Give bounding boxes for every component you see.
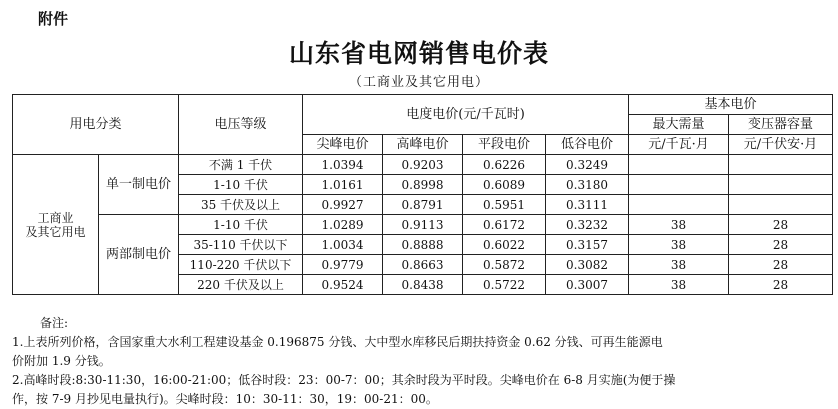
- page-title: 山东省电网销售电价表: [288, 39, 549, 68]
- flat-price-cell: 0.6089: [463, 175, 546, 195]
- note-2-line-1: 2.高峰时段:8:30-11:30，16:00-21:00；低谷时段：23：00-7：00；其余时段为平时段。尖峰电价在 6-8 月实施(为便于操: [12, 373, 676, 387]
- demand-price-cell: 38: [629, 275, 729, 295]
- header-category: 用电分类: [13, 95, 179, 155]
- header-flat: 平段电价: [463, 135, 546, 155]
- demand-price-cell: [629, 175, 729, 195]
- price-table: [12, 94, 833, 295]
- capacity-price-cell: 28: [729, 275, 833, 295]
- peak-price-cell: 0.9927: [303, 195, 383, 215]
- header-peak: 尖峰电价: [303, 135, 383, 155]
- flat-price-cell: 0.5951: [463, 195, 546, 215]
- two-part-system-label: 两部制电价: [99, 215, 179, 295]
- flat-price-cell: 0.6022: [463, 235, 546, 255]
- header-low: 低谷电价: [546, 135, 629, 155]
- capacity-price-cell: 28: [729, 235, 833, 255]
- header-energy-price: 电度电价(元/千瓦时): [303, 95, 629, 135]
- capacity-price-cell: [729, 155, 833, 175]
- high-price-cell: 0.9113: [383, 215, 463, 235]
- header-basic-price: 基本电价: [629, 95, 833, 115]
- voltage-cell: 220 千伏及以上: [179, 275, 303, 295]
- capacity-price-cell: 28: [729, 255, 833, 275]
- header-row: [13, 95, 833, 115]
- category-sub: 及其它用电: [25, 224, 86, 239]
- header-transformer-capacity: 变压器容量: [729, 115, 833, 135]
- demand-price-cell: [629, 195, 729, 215]
- header-voltage: 电压等级: [179, 95, 303, 155]
- category-cell: [13, 155, 99, 295]
- note-1-line-1: 1.上表所列价格，含国家重大水利工程建设基金 0.196875 分钱、大中型水库移民后期扶持资金 0.62 分钱、可再生能源电: [12, 335, 663, 349]
- peak-price-cell: 1.0394: [303, 155, 383, 175]
- capacity-price-cell: 28: [729, 215, 833, 235]
- flat-price-cell: 0.5722: [463, 275, 546, 295]
- peak-price-cell: 0.9779: [303, 255, 383, 275]
- voltage-cell: 不满 1 千伏: [179, 155, 303, 175]
- voltage-cell: 1-10 千伏: [179, 175, 303, 195]
- low-price-cell: 0.3180: [546, 175, 629, 195]
- high-price-cell: 0.9203: [383, 155, 463, 175]
- demand-price-cell: 38: [629, 255, 729, 275]
- attachment-label: 附件: [38, 10, 69, 28]
- voltage-cell: 35-110 千伏以下: [179, 235, 303, 255]
- low-price-cell: 0.3232: [546, 215, 629, 235]
- note-1-line-2: 价附加 1.9 分钱。: [12, 354, 111, 368]
- peak-price-cell: 1.0034: [303, 235, 383, 255]
- category-main: 工商业: [37, 210, 74, 225]
- demand-price-cell: 38: [629, 215, 729, 235]
- single-system-label: 单一制电价: [99, 155, 179, 215]
- peak-price-cell: 1.0289: [303, 215, 383, 235]
- flat-price-cell: 0.5872: [463, 255, 546, 275]
- notes-section: [12, 314, 830, 409]
- low-price-cell: 0.3082: [546, 255, 629, 275]
- demand-price-cell: [629, 155, 729, 175]
- low-price-cell: 0.3249: [546, 155, 629, 175]
- low-price-cell: 0.3007: [546, 275, 629, 295]
- table-row: [13, 215, 833, 235]
- high-price-cell: 0.8663: [383, 255, 463, 275]
- header-max-demand-unit: 元/千瓦·月: [629, 135, 729, 155]
- capacity-price-cell: [729, 175, 833, 195]
- demand-price-cell: 38: [629, 235, 729, 255]
- peak-price-cell: 1.0161: [303, 175, 383, 195]
- high-price-cell: 0.8888: [383, 235, 463, 255]
- voltage-cell: 1-10 千伏: [179, 215, 303, 235]
- page-subtitle: （工商业及其它用电）: [348, 75, 489, 90]
- header-max-demand: 最大需量: [629, 115, 729, 135]
- high-price-cell: 0.8791: [383, 195, 463, 215]
- flat-price-cell: 0.6172: [463, 215, 546, 235]
- note-2-line-2: 作，按 7-9 月抄见电量执行)。尖峰时段：10：30-11：30，19：00-21：00。: [12, 392, 438, 406]
- low-price-cell: 0.3111: [546, 195, 629, 215]
- header-high: 高峰电价: [383, 135, 463, 155]
- notes-heading: 备注:: [40, 316, 69, 330]
- header-transformer-unit: 元/千伏安·月: [729, 135, 833, 155]
- voltage-cell: 35 千伏及以上: [179, 195, 303, 215]
- low-price-cell: 0.3157: [546, 235, 629, 255]
- flat-price-cell: 0.6226: [463, 155, 546, 175]
- voltage-cell: 110-220 千伏以下: [179, 255, 303, 275]
- capacity-price-cell: [729, 195, 833, 215]
- high-price-cell: 0.8438: [383, 275, 463, 295]
- peak-price-cell: 0.9524: [303, 275, 383, 295]
- high-price-cell: 0.8998: [383, 175, 463, 195]
- table-row: [13, 155, 833, 175]
